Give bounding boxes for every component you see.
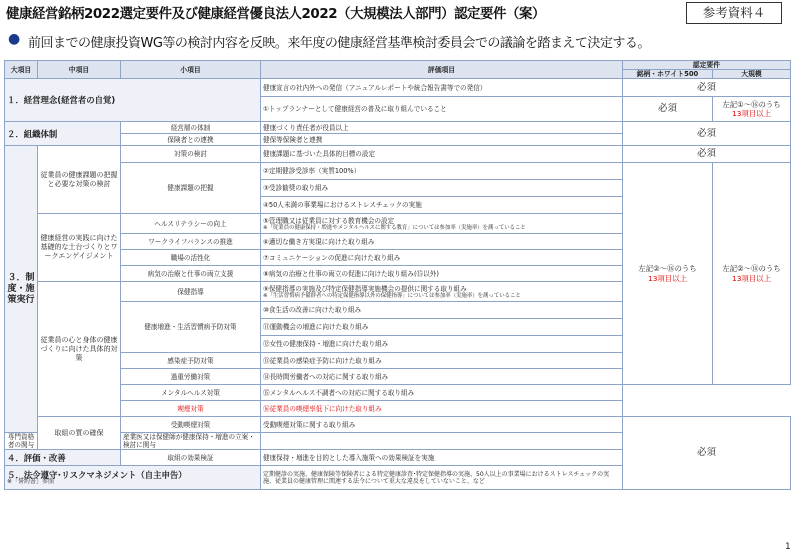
cat2-sub-2: 保険者との連携: [121, 134, 261, 146]
cat3-eval-3: ③受診勧奨の取り組み: [261, 180, 623, 197]
cat5-note: ※「誓約書」参照: [7, 477, 55, 485]
cat1-req-1: 必須: [623, 79, 791, 97]
subtitle-bar: [4, 29, 796, 52]
header-l3: 小項目: [121, 61, 261, 79]
common-req: 必須: [623, 417, 791, 490]
cat4-sub: 取組の効果検証: [121, 450, 261, 466]
cat3-eval-passive: 受動喫煙対策に関する取り組み: [261, 417, 623, 433]
cat3-req-large-line2: 13項目以上: [732, 273, 771, 283]
cat3-eval-15: ⑮メンタルヘルス不調者への対応に関する取り組み: [261, 385, 623, 401]
header-req: 認定要件: [623, 61, 791, 70]
cat5-label: ５．法令遵守･リスクマネジメント（自主申告）: [7, 469, 187, 480]
cat5-label-cell: [5, 466, 261, 490]
cat3-sub-infection: 感染症予防対策: [121, 353, 261, 369]
cat3-req-meigara-line2: 13項目以上: [648, 273, 687, 283]
cat3-eval-target: 健康課題に基づいた具体的目標の設定: [261, 146, 623, 163]
cat1-req-2a: 必須: [623, 97, 713, 122]
requirements-table: [4, 60, 791, 490]
cat3-eval-11: ⑪運動機会の増進に向けた取り組み: [261, 319, 623, 336]
cat2-eval-2: 健保等保険者と連携: [261, 134, 623, 146]
cat1-eval-1: 健康宣言の社内外への発信（アニュアルレポートや統合報告書等での発信）: [261, 79, 623, 97]
header-meigara: 銘柄・ホワイト500: [623, 70, 713, 79]
cat3-eval-12: ⑫女性の健康保持・増進に向けた取り組み: [261, 336, 623, 353]
cat4-label: ４．評価・改善: [5, 450, 121, 466]
header-l1: 大項目: [5, 61, 38, 79]
bullet-icon: ●: [8, 31, 21, 47]
cat3-label: ３．制度・施策実行: [5, 146, 38, 433]
cat3-eval-5: [261, 214, 623, 234]
header: [0, 0, 800, 26]
cat1-req-2b-line1: 左記①～⑯のうち: [722, 99, 781, 109]
cat4-eval: 健康保持・増進を目的とした導入施策への効果検証を実施: [261, 450, 623, 466]
cat2-label: ２．組織体制: [5, 122, 121, 146]
cat3-req-meigara: [623, 163, 713, 385]
reference-badge: 参考資料４: [686, 2, 782, 24]
cat3-eval-16: ⑯従業員の喫煙率低下に向けた取り組み: [261, 401, 623, 417]
cat3-req-meigara-line1: 左記②～⑯のうち: [638, 264, 697, 273]
cat3-eval-13: ⑬従業員の感染症予防に向けた取り組み: [261, 353, 623, 369]
cat1-label: １．経営理念(経営者の自覚): [5, 79, 261, 122]
cat2-sub-1: 経営層の体制: [121, 122, 261, 134]
cat1-eval-2: ①トップランナーとして健康経営の普及に取り組んでいること: [261, 97, 623, 122]
cat3-sub-guidance: 保健指導: [121, 282, 261, 302]
cat1-req-2b-line2: 13項目以上: [732, 109, 771, 118]
cat2-req: 必須: [623, 122, 791, 146]
subtitle-text: 前回までの健康投資WG等の検討内容を反映。来年度の健康経営基準検討委員会での議論を踏まえて決定する。: [28, 36, 650, 51]
cat3-eval-9-note: ※「生活習慣病予備群者への特定保健指導以外の保健指導」については参加率（実施率）を測っていること: [263, 292, 521, 299]
cat3-mid-2: 健康経営の実践に向けた基礎的な土台づくりとワークエンゲイジメント: [38, 214, 121, 282]
cat3-eval-expert: 産業医又は保健師が健康保持・増進の立案・検討に関与: [121, 433, 261, 450]
cat3-eval-9: [261, 282, 623, 302]
header-l2: 中項目: [38, 61, 121, 79]
cat3-eval-5-note: ※「従業員の健康保持・増進やメンタルヘルスに関する教育」については参加率（実施率）を測っていること: [263, 224, 526, 231]
cat3-eval-4: ④50人未満の事業場におけるストレスチェックの実施: [261, 197, 623, 214]
cat3-eval-9-text: ⑨保健指導の実施及び特定保健指導実施機会の提供に関する取り組み: [263, 284, 467, 293]
cat3-sub-target: 対策の検討: [121, 146, 261, 163]
cat3-sub-smoking: 喫煙対策: [121, 401, 261, 417]
cat3-req-large-line1: 左記②～⑯のうち: [722, 264, 781, 273]
cat3-eval-7: ⑦コミュニケーションの促進に向けた取り組み: [261, 250, 623, 266]
cat3-req-target: 必須: [623, 146, 791, 163]
cat2-eval-1: 健康づくり責任者が役員以上: [261, 122, 623, 134]
cat3-sub-mental: メンタルヘルス対策: [121, 385, 261, 401]
cat3-sub-expert: 専門資格者の関与: [5, 433, 38, 450]
cat3-mid-1: 従業員の健康課題の把握と必要な対策の検討: [38, 146, 121, 214]
page-title: 健康経営銘柄2022選定要件及び健康経営優良法人2022（大規模法人部門）認定要件（案）: [6, 7, 545, 22]
cat5-eval: 定期健診の実施、健康保険等保険者による特定健康診査･特定保健指導の実施、50人以上の事業場におけるストレスチェックの実施、従業員の健康管理に関連する法令について重大な違反をしていないこと、など: [261, 466, 623, 490]
cat1-req-2b: [713, 97, 791, 122]
cat3-sub-wlb: ワークライフバランスの推進: [121, 234, 261, 250]
cat3-sub-health: 健康課題の把握: [121, 163, 261, 214]
cat3-mid-3: 従業員の心と身体の健康づくりに向けた具体的対策: [38, 282, 121, 417]
header-eval: 評価項目: [261, 61, 623, 79]
page-number: 1: [785, 542, 791, 552]
cat3-eval-6: ⑥適切な働き方実現に向けた取り組み: [261, 234, 623, 250]
cat3-eval-2: ②定期健診受診率（実質100%）: [261, 163, 623, 180]
cat3-sub-lifestyle: 健康増進・生活習慣病予防対策: [121, 302, 261, 353]
cat3-req-large: [713, 163, 791, 385]
cat3-mid-4: 取組の質の確保: [38, 417, 121, 450]
cat3-eval-5-text: ⑤管理職又は従業員に対する教育機会の設定: [263, 216, 395, 225]
cat3-sub-overwork: 過重労働対策: [121, 369, 261, 385]
cat3-eval-8: ⑧病気の治療と仕事の両立の促進に向けた取り組み(⑮以外): [261, 266, 623, 282]
cat3-eval-10: ⑩食生活の改善に向けた取り組み: [261, 302, 623, 319]
cat3-sub-literacy: ヘルスリテラシーの向上: [121, 214, 261, 234]
cat3-sub-passive: 受動喫煙対策: [121, 417, 261, 433]
header-large: 大規模: [713, 70, 791, 79]
cat3-sub-sick: 病気の治療と仕事の両立支援: [121, 266, 261, 282]
cat3-eval-14: ⑭長時間労働者への対応に関する取り組み: [261, 369, 623, 385]
cat3-sub-activation: 職場の活性化: [121, 250, 261, 266]
